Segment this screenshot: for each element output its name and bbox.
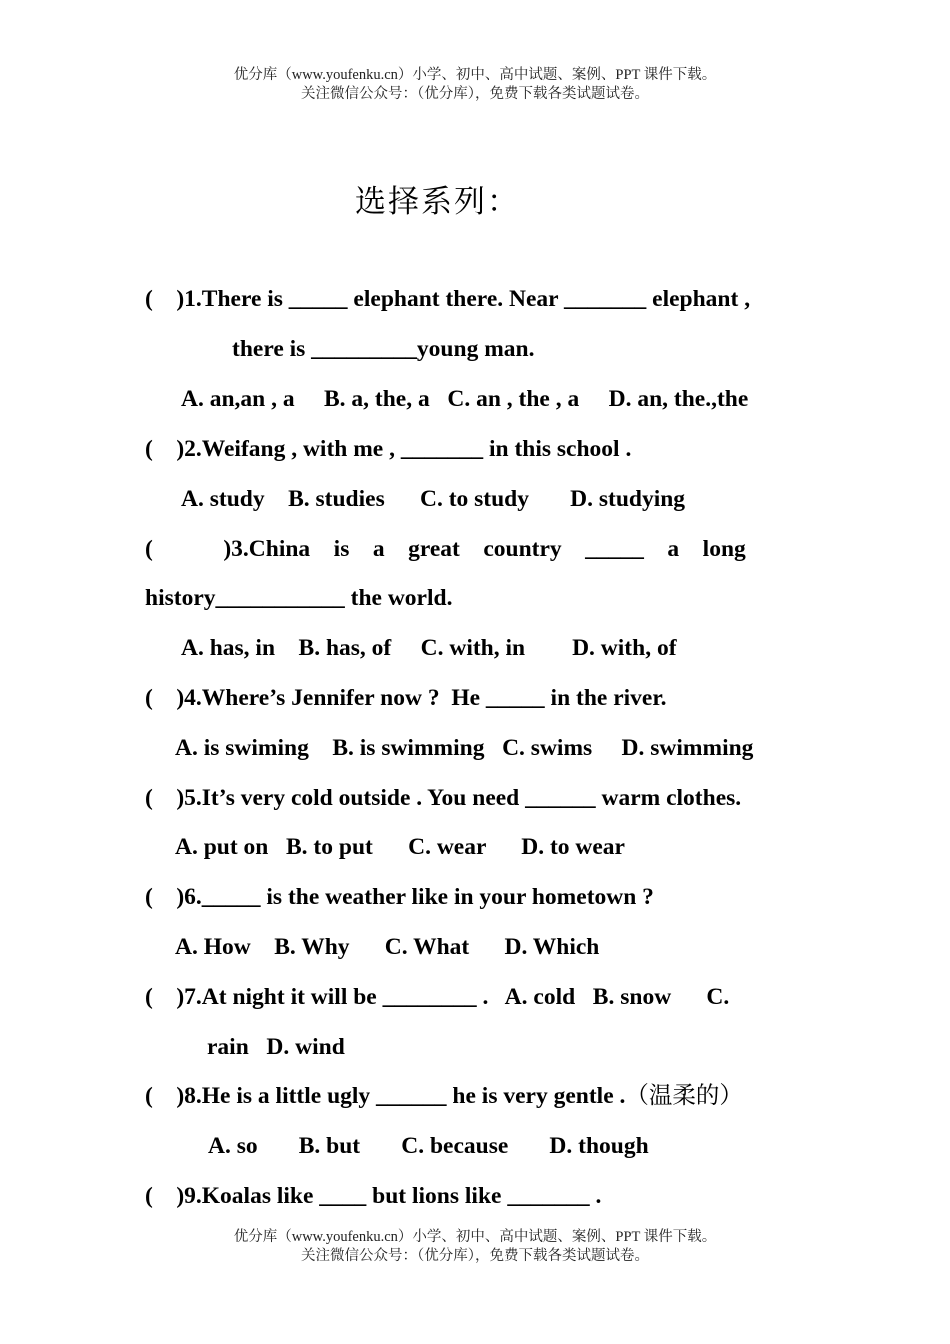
question-7-line-2: rain D. wind	[207, 1034, 345, 1060]
question-9: ( )9.Koalas like ____ but lions like _______ .	[145, 1183, 602, 1209]
page-header	[0, 66, 950, 104]
footer-line-2: 关注微信公众号：（优分库），免费下载各类试题试卷。	[301, 1248, 649, 1264]
header-line-2: 关注微信公众号：（优分库），免费下载各类试题试卷。	[301, 86, 649, 102]
footer-line-1: 优分库（www.youfenku.cn）小学、初中、高中试题、案例、PPT 课件下载。	[233, 1229, 717, 1245]
question-1-line-2: there is _________young man.	[232, 336, 535, 362]
question-2: ( )2.Weifang , with me , _______ in this school .	[145, 436, 632, 462]
question-4-options: A. is swiming B. is swimming C. swims D. swimming	[175, 735, 754, 761]
question-2-options: A. study B. studies C. to study D. studying	[181, 486, 686, 512]
question-3-options: A. has, in B. has, of C. with, in D. with, of	[181, 635, 677, 661]
question-8-text: ( )8.He is a little ugly ______ he is very gentle .	[145, 1083, 626, 1109]
question-3-line-1: ( )3.China is a great country _____ a long	[145, 536, 746, 562]
question-1-options: A. an,an , a B. a, the, a C. an , the , a D. an, the.,the	[181, 386, 749, 412]
page-footer	[0, 1228, 950, 1266]
question-4: ( )4.Where’s Jennifer now ? He _____ in the river.	[145, 685, 667, 711]
question-8	[145, 1081, 807, 1111]
question-7-line-1: ( )7.At night it will be ________ . A. cold B. snow C.	[145, 984, 730, 1010]
question-3-line-2: history___________ the world.	[145, 585, 453, 611]
question-6: ( )6._____ is the weather like in your hometown ?	[145, 884, 654, 910]
question-6-options: A. How B. Why C. What D. Which	[175, 934, 600, 960]
question-5: ( )5.It’s very cold outside . You need ______ warm clothes.	[145, 785, 742, 811]
question-5-options: A. put on B. to put C. wear D. to wear	[175, 834, 625, 860]
question-8-options: A. so B. but C. because D. though	[208, 1133, 649, 1159]
question-1-line-1: ( )1.There is _____ elephant there. Near _______ elephant ,	[145, 286, 751, 312]
question-8-note: （温柔的）	[625, 1083, 743, 1109]
page-title: 选择系列：	[355, 184, 520, 220]
header-line-1: 优分库（www.youfenku.cn）小学、初中、高中试题、案例、PPT 课件下载。	[233, 67, 717, 83]
